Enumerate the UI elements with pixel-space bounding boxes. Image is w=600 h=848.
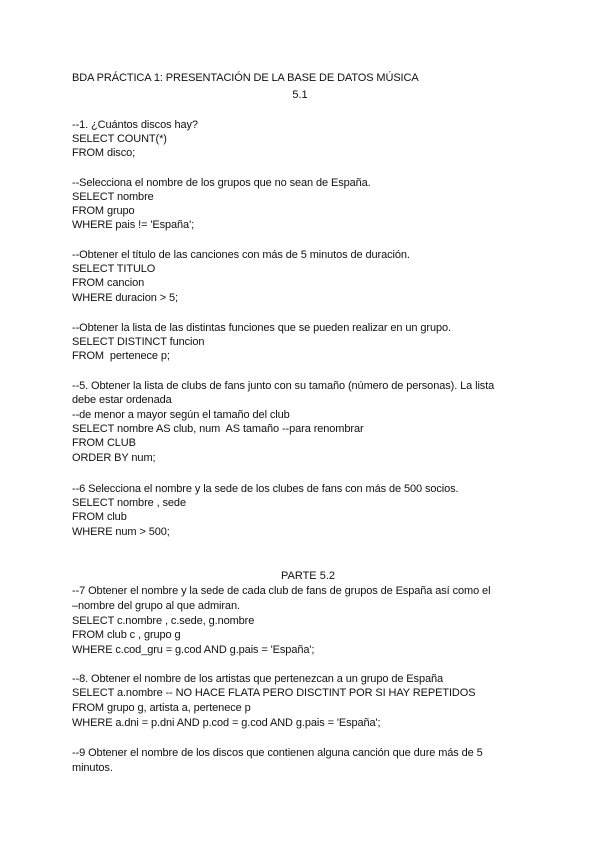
- query-comment: --1. ¿Cuántos discos hay?: [72, 119, 198, 131]
- query-comment: --8. Obtener el nombre de los artistas que pertenezcan a un grupo de España: [72, 673, 444, 685]
- query-line: FROM cancion: [72, 277, 145, 289]
- query-comment: debe estar ordenada: [72, 394, 172, 406]
- query-line: SELECT nombre: [72, 191, 154, 203]
- query-line: SELECT COUNT(*): [72, 133, 167, 145]
- query-line: WHERE c.cod_gru = g.cod AND g.pais = 'España';: [72, 644, 315, 656]
- query-line: ORDER BY num;: [72, 452, 156, 464]
- query-line: FROM CLUB: [72, 437, 136, 449]
- query-comment: minutos.: [72, 762, 113, 774]
- query-line: WHERE duracion > 5;: [72, 292, 179, 304]
- query-comment: --Obtener la lista de las distintas funciones que se pueden realizar en un grupo.: [72, 322, 451, 334]
- query-line: WHERE num > 500;: [72, 526, 170, 538]
- query-comment: –nombre del grupo al que admiran.: [72, 600, 240, 612]
- query-line: SELECT a.nombre -- NO HACE FLATA PERO DISCTINT POR SI HAY REPETIDOS: [72, 687, 476, 699]
- document-title: BDA PRÁCTICA 1: PRESENTACIÓN DE LA BASE DE DATOS MÚSICA: [72, 72, 419, 84]
- query-line: WHERE pais != 'España';: [72, 219, 195, 231]
- query-comment: --Selecciona el nombre de los grupos que no sean de España.: [72, 177, 371, 189]
- query-line: SELECT TITULO: [72, 263, 156, 275]
- query-line: SELECT DISTINCT funcion: [72, 336, 205, 348]
- query-line: SELECT c.nombre , c.sede, g.nombre: [72, 615, 255, 627]
- query-line: FROM grupo: [72, 205, 135, 217]
- query-line: SELECT nombre , sede: [72, 497, 186, 509]
- section-number: 5.1: [292, 89, 308, 101]
- query-line: FROM pertenece p;: [72, 350, 170, 362]
- query-line: FROM club c , grupo g: [72, 629, 181, 641]
- query-line: FROM disco;: [72, 147, 136, 159]
- query-comment: --6 Selecciona el nombre y la sede de los clubes de fans con más de 500 socios.: [72, 483, 459, 495]
- query-comment: --7 Obtener el nombre y la sede de cada club de fans de grupos de España así como el: [72, 585, 491, 597]
- query-comment: --9 Obtener el nombre de los discos que contienen alguna canción que dure más de 5: [72, 747, 483, 759]
- query-comment: --Obtener el título de las canciones con más de 5 minutos de duración.: [72, 249, 410, 261]
- query-line: WHERE a.dni = p.dni AND p.cod = g.cod AND g.pais = 'España';: [72, 717, 381, 729]
- query-comment: --de menor a mayor según el tamaño del club: [72, 409, 290, 421]
- query-line: FROM club: [72, 511, 127, 523]
- query-comment: --5. Obtener la lista de clubs de fans junto con su tamaño (número de personas). La lista: [72, 380, 495, 392]
- query-line: FROM grupo g, artista a, pertenece p: [72, 702, 251, 714]
- section-heading: PARTE 5.2: [280, 570, 335, 582]
- query-line: SELECT nombre AS club, num AS tamaño --para renombrar: [72, 423, 364, 435]
